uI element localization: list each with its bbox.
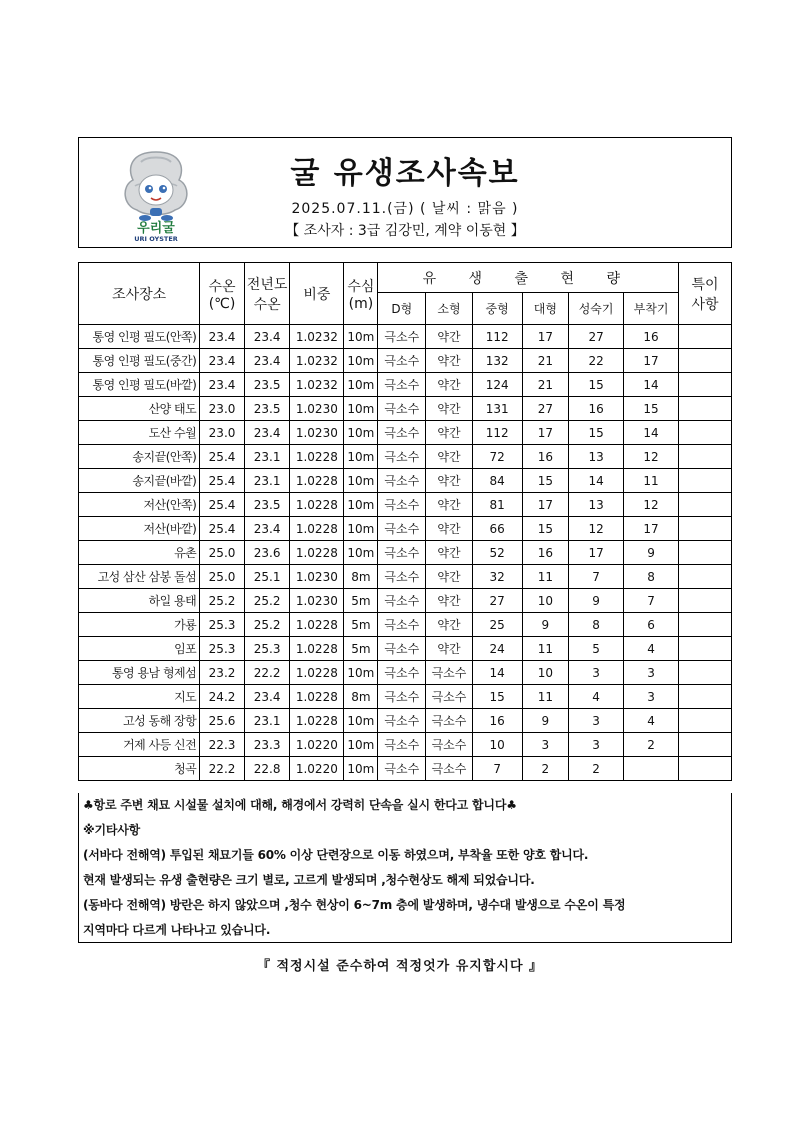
table-cell: 14 <box>472 661 522 685</box>
table-cell: 극소수 <box>426 757 473 781</box>
larvae-survey-table <box>78 262 732 781</box>
table-cell: 1.0228 <box>290 445 344 469</box>
table-cell <box>679 661 732 685</box>
table-cell: 23.4 <box>244 325 290 349</box>
header-remarks: 특이 사항 <box>679 263 732 325</box>
table-cell: 3 <box>624 685 679 709</box>
table-cell: 23.4 <box>244 685 290 709</box>
subheader-0: D형 <box>378 293 426 325</box>
note-line: ※기타사항 <box>83 823 141 837</box>
location-cell: 저산(바깥) <box>79 517 200 541</box>
table-cell <box>679 565 732 589</box>
table-cell: 22 <box>569 349 624 373</box>
table-row <box>79 733 732 757</box>
table-cell: 1.0232 <box>290 349 344 373</box>
table-cell: 25 <box>472 613 522 637</box>
table-row <box>79 349 732 373</box>
table-cell: 25.2 <box>244 613 290 637</box>
table-cell: 1.0228 <box>290 637 344 661</box>
location-cell: 통영 용남 형제섬 <box>79 661 200 685</box>
header-water-temp: 수온 (℃) <box>200 263 245 325</box>
table-cell <box>679 349 732 373</box>
table-cell: 12 <box>624 445 679 469</box>
table-cell: 84 <box>472 469 522 493</box>
table-cell: 25.2 <box>244 589 290 613</box>
table-cell <box>679 493 732 517</box>
table-row <box>79 637 732 661</box>
table-cell: 1.0228 <box>290 469 344 493</box>
table-cell: 극소수 <box>378 709 426 733</box>
note-line: 지역마다 다르게 나타나고 있습니다. <box>83 923 271 937</box>
table-cell: 1.0228 <box>290 541 344 565</box>
table-cell: 23.1 <box>244 445 290 469</box>
table-cell: 1.0228 <box>290 685 344 709</box>
location-cell: 지도 <box>79 685 200 709</box>
table-cell: 약간 <box>426 589 473 613</box>
table-cell: 25.1 <box>244 565 290 589</box>
table-cell: 극소수 <box>378 565 426 589</box>
table-cell: 극소수 <box>426 733 473 757</box>
table-cell: 23.0 <box>200 421 245 445</box>
table-cell: 1.0228 <box>290 493 344 517</box>
table-cell: 21 <box>522 349 569 373</box>
location-cell: 하일 용태 <box>79 589 200 613</box>
table-cell: 10m <box>344 373 378 397</box>
table-cell: 23.5 <box>244 493 290 517</box>
table-cell: 극소수 <box>426 661 473 685</box>
table-cell: 27 <box>472 589 522 613</box>
table-cell <box>679 613 732 637</box>
table-cell: 극소수 <box>378 421 426 445</box>
table-cell: 10 <box>522 589 569 613</box>
table-cell: 극소수 <box>426 685 473 709</box>
table-row <box>79 661 732 685</box>
table-cell: 15 <box>472 685 522 709</box>
location-cell: 거제 사등 신전 <box>79 733 200 757</box>
table-cell: 극소수 <box>378 589 426 613</box>
header-box <box>78 137 732 248</box>
table-cell: 23.4 <box>244 517 290 541</box>
table-cell: 24.2 <box>200 685 245 709</box>
table-row <box>79 709 732 733</box>
table-cell: 10m <box>344 445 378 469</box>
table-cell: 10m <box>344 349 378 373</box>
subheader-1: 소형 <box>426 293 473 325</box>
table-cell: 3 <box>522 733 569 757</box>
table-cell: 1.0232 <box>290 373 344 397</box>
table-cell: 극소수 <box>378 637 426 661</box>
table-cell: 16 <box>522 445 569 469</box>
table-cell: 11 <box>624 469 679 493</box>
table-cell: 8 <box>624 565 679 589</box>
table-row <box>79 445 732 469</box>
table-cell: 1.0220 <box>290 757 344 781</box>
table-cell: 2 <box>624 733 679 757</box>
table-cell: 10m <box>344 757 378 781</box>
table-cell: 22.8 <box>244 757 290 781</box>
table-cell: 112 <box>472 325 522 349</box>
table-cell: 10m <box>344 709 378 733</box>
table-row <box>79 589 732 613</box>
table-row <box>79 541 732 565</box>
location-cell: 임포 <box>79 637 200 661</box>
table-row <box>79 325 732 349</box>
table-cell: 1.0228 <box>290 661 344 685</box>
location-cell: 저산(안쪽) <box>79 493 200 517</box>
subheader-4: 성숙기 <box>569 293 624 325</box>
table-cell: 3 <box>624 661 679 685</box>
table-cell: 10m <box>344 661 378 685</box>
logo-subtext: URI OYSTER <box>134 235 178 242</box>
note-line: ♣항로 주변 채묘 시설물 설치에 대해, 해경에서 강력히 단속을 실시 한다고 합니다♣ <box>83 798 517 812</box>
table-cell: 9 <box>569 589 624 613</box>
table-cell: 27 <box>522 397 569 421</box>
table-cell: 124 <box>472 373 522 397</box>
table-cell: 1.0230 <box>290 589 344 613</box>
table-cell: 15 <box>569 421 624 445</box>
table-row <box>79 397 732 421</box>
table-cell <box>624 757 679 781</box>
location-cell: 산양 태도 <box>79 397 200 421</box>
table-cell: 16 <box>472 709 522 733</box>
table-cell: 14 <box>624 373 679 397</box>
header-gravity: 비중 <box>290 263 344 325</box>
table-cell: 23.4 <box>244 349 290 373</box>
location-cell: 유촌 <box>79 541 200 565</box>
table-cell: 8m <box>344 685 378 709</box>
table-cell: 25.4 <box>200 517 245 541</box>
subheader-3: 대형 <box>522 293 569 325</box>
table-cell: 4 <box>624 709 679 733</box>
table-cell: 5m <box>344 613 378 637</box>
notes-section <box>78 793 732 943</box>
table-cell: 7 <box>472 757 522 781</box>
table-cell: 10m <box>344 733 378 757</box>
table-cell: 10m <box>344 325 378 349</box>
table-cell: 1.0228 <box>290 709 344 733</box>
table-cell: 극소수 <box>378 685 426 709</box>
table-cell: 약간 <box>426 469 473 493</box>
table-row <box>79 421 732 445</box>
table-row <box>79 493 732 517</box>
table-cell: 약간 <box>426 493 473 517</box>
table-cell <box>679 373 732 397</box>
table-cell: 3 <box>569 661 624 685</box>
table-cell: 극소수 <box>378 661 426 685</box>
table-cell: 11 <box>522 565 569 589</box>
table-cell: 약간 <box>426 637 473 661</box>
table-cell: 23.3 <box>244 733 290 757</box>
table-cell: 약간 <box>426 445 473 469</box>
table-cell: 12 <box>569 517 624 541</box>
table-cell: 극소수 <box>378 373 426 397</box>
table-cell: 12 <box>624 493 679 517</box>
location-cell: 통영 인평 필도(중간) <box>79 349 200 373</box>
table-cell: 72 <box>472 445 522 469</box>
table-cell: 5m <box>344 637 378 661</box>
logo-text: 우리굴 <box>137 221 175 236</box>
table-cell: 극소수 <box>378 445 426 469</box>
table-row <box>79 517 732 541</box>
table-cell: 3 <box>569 733 624 757</box>
table-cell: 13 <box>569 493 624 517</box>
table-cell: 2 <box>522 757 569 781</box>
table-cell: 32 <box>472 565 522 589</box>
table-cell <box>679 685 732 709</box>
table-cell: 10m <box>344 541 378 565</box>
table-cell: 10m <box>344 517 378 541</box>
table-cell: 9 <box>522 613 569 637</box>
table-cell: 극소수 <box>378 469 426 493</box>
table-cell <box>679 421 732 445</box>
survey-date: 2025.07.11.(금) ( 날씨 : 맑음 ) <box>291 201 519 217</box>
location-cell: 고성 동해 장항 <box>79 709 200 733</box>
table-cell: 23.6 <box>244 541 290 565</box>
table-cell <box>679 733 732 757</box>
table-cell: 약간 <box>426 397 473 421</box>
note-line: (서바다 전해역) 투입된 채묘기들 60% 이상 단련장으로 이동 하였으며, 부착율 또한 양호 합니다. <box>83 848 589 862</box>
table-cell: 13 <box>569 445 624 469</box>
table-cell <box>679 469 732 493</box>
table-cell: 14 <box>624 421 679 445</box>
table-cell: 23.4 <box>244 421 290 445</box>
table-cell: 11 <box>522 685 569 709</box>
table-cell: 16 <box>522 541 569 565</box>
table-cell: 23.5 <box>244 397 290 421</box>
location-cell: 가룡 <box>79 613 200 637</box>
table-cell: 81 <box>472 493 522 517</box>
table-cell: 16 <box>569 397 624 421</box>
table-row <box>79 469 732 493</box>
table-cell: 25.0 <box>200 541 245 565</box>
table-cell: 극소수 <box>378 517 426 541</box>
table-cell: 극소수 <box>378 325 426 349</box>
table-cell: 약간 <box>426 565 473 589</box>
table-cell: 24 <box>472 637 522 661</box>
table-row <box>79 373 732 397</box>
table-cell: 1.0230 <box>290 565 344 589</box>
table-cell <box>679 397 732 421</box>
table-cell: 극소수 <box>426 709 473 733</box>
table-cell: 25.4 <box>200 445 245 469</box>
table-cell: 9 <box>624 541 679 565</box>
note-line: (동바다 전해역) 방란은 하지 않았으며 ,청수 현상이 6~7m 층에 발생하며, 냉수대 발생으로 수온이 특정 <box>83 898 626 912</box>
table-cell: 15 <box>522 517 569 541</box>
table-row <box>79 685 732 709</box>
table-cell: 23.4 <box>200 325 245 349</box>
table-cell <box>679 637 732 661</box>
table-cell: 약간 <box>426 613 473 637</box>
table-cell: 23.1 <box>244 469 290 493</box>
table-cell: 22.3 <box>200 733 245 757</box>
table-cell: 25.3 <box>244 637 290 661</box>
table-cell: 10m <box>344 469 378 493</box>
subheader-2: 중형 <box>472 293 522 325</box>
table-cell: 약간 <box>426 517 473 541</box>
table-cell: 약간 <box>426 325 473 349</box>
table-cell: 14 <box>569 469 624 493</box>
table-cell: 17 <box>624 349 679 373</box>
table-cell: 131 <box>472 397 522 421</box>
table-cell: 4 <box>624 637 679 661</box>
table-cell: 2 <box>569 757 624 781</box>
table-cell: 5 <box>569 637 624 661</box>
table-cell: 극소수 <box>378 493 426 517</box>
table-cell: 16 <box>624 325 679 349</box>
footer-slogan: 『 적정시설 준수하여 적정엇가 유지합시다 』 <box>256 959 544 974</box>
table-cell: 1.0230 <box>290 397 344 421</box>
subheader-5: 부착기 <box>624 293 679 325</box>
table-cell: 3 <box>569 709 624 733</box>
table-cell: 7 <box>624 589 679 613</box>
header-location: 조사장소 <box>79 263 200 325</box>
table-cell: 23.5 <box>244 373 290 397</box>
location-cell: 청곡 <box>79 757 200 781</box>
table-cell: 25.3 <box>200 613 245 637</box>
table-cell <box>679 709 732 733</box>
table-cell: 25.6 <box>200 709 245 733</box>
location-cell: 통영 인평 필도(안쪽) <box>79 325 200 349</box>
table-cell: 17 <box>569 541 624 565</box>
table-cell: 17 <box>522 325 569 349</box>
table-cell: 10m <box>344 493 378 517</box>
table-cell: 7 <box>569 565 624 589</box>
table-cell: 극소수 <box>378 613 426 637</box>
location-cell: 송지끝(안쪽) <box>79 445 200 469</box>
header-prev-temp: 전년도 수온 <box>244 263 290 325</box>
table-cell: 66 <box>472 517 522 541</box>
table-cell: 23.1 <box>244 709 290 733</box>
table-cell: 9 <box>522 709 569 733</box>
table-cell <box>679 541 732 565</box>
table-cell: 17 <box>624 517 679 541</box>
table-cell: 약간 <box>426 349 473 373</box>
table-cell: 25.0 <box>200 565 245 589</box>
table-cell: 15 <box>522 469 569 493</box>
location-cell: 통영 인평 필도(바깥) <box>79 373 200 397</box>
table-row <box>79 565 732 589</box>
table-cell: 10 <box>472 733 522 757</box>
table-cell: 22.2 <box>244 661 290 685</box>
table-row <box>79 613 732 637</box>
table-cell: 23.0 <box>200 397 245 421</box>
table-cell: 1.0232 <box>290 325 344 349</box>
table-cell: 23.4 <box>200 349 245 373</box>
table-cell: 17 <box>522 493 569 517</box>
table-cell: 극소수 <box>378 733 426 757</box>
table-cell: 8m <box>344 565 378 589</box>
table-cell <box>679 445 732 469</box>
table-cell: 약간 <box>426 541 473 565</box>
table-cell: 52 <box>472 541 522 565</box>
table-cell <box>679 325 732 349</box>
page-title: 굴 유생조사속보 <box>290 156 520 191</box>
table-cell: 약간 <box>426 373 473 397</box>
table-cell: 10m <box>344 397 378 421</box>
location-cell: 송지끝(바깥) <box>79 469 200 493</box>
table-cell <box>679 757 732 781</box>
table-cell: 1.0228 <box>290 517 344 541</box>
table-cell: 1.0220 <box>290 733 344 757</box>
location-cell: 고성 삼산 삼봉 돌섬 <box>79 565 200 589</box>
table-row <box>79 757 732 781</box>
table-cell: 132 <box>472 349 522 373</box>
table-cell: 극소수 <box>378 757 426 781</box>
table-cell: 극소수 <box>378 349 426 373</box>
header-larvae-group: 유 생 출 현 량 <box>378 263 679 293</box>
table-cell: 15 <box>624 397 679 421</box>
table-cell: 25.3 <box>200 637 245 661</box>
table-cell: 6 <box>624 613 679 637</box>
table-cell: 4 <box>569 685 624 709</box>
table-cell: 25.4 <box>200 469 245 493</box>
table-cell: 112 <box>472 421 522 445</box>
table-cell: 25.2 <box>200 589 245 613</box>
table-cell: 17 <box>522 421 569 445</box>
table-cell: 8 <box>569 613 624 637</box>
table-cell: 15 <box>569 373 624 397</box>
table-cell: 27 <box>569 325 624 349</box>
table-cell: 22.2 <box>200 757 245 781</box>
table-cell: 극소수 <box>378 541 426 565</box>
table-cell: 23.2 <box>200 661 245 685</box>
table-cell: 극소수 <box>378 397 426 421</box>
location-cell: 도산 수월 <box>79 421 200 445</box>
table-cell: 11 <box>522 637 569 661</box>
surveyor-info: 【 조사자 : 3급 김강민, 계약 이동현 】 <box>285 223 525 239</box>
table-cell: 10m <box>344 421 378 445</box>
table-cell <box>679 589 732 613</box>
header-depth: 수심 (m) <box>344 263 378 325</box>
table-cell: 23.4 <box>200 373 245 397</box>
table-cell: 1.0228 <box>290 613 344 637</box>
table-cell <box>679 517 732 541</box>
table-cell: 약간 <box>426 421 473 445</box>
table-cell: 5m <box>344 589 378 613</box>
table-cell: 25.4 <box>200 493 245 517</box>
table-cell: 10 <box>522 661 569 685</box>
table-cell: 21 <box>522 373 569 397</box>
table-cell: 1.0230 <box>290 421 344 445</box>
note-line: 현재 발생되는 유생 출현량은 크기 별로, 고르게 발생되며 ,청수현상도 해제 되었습니다. <box>83 873 535 887</box>
